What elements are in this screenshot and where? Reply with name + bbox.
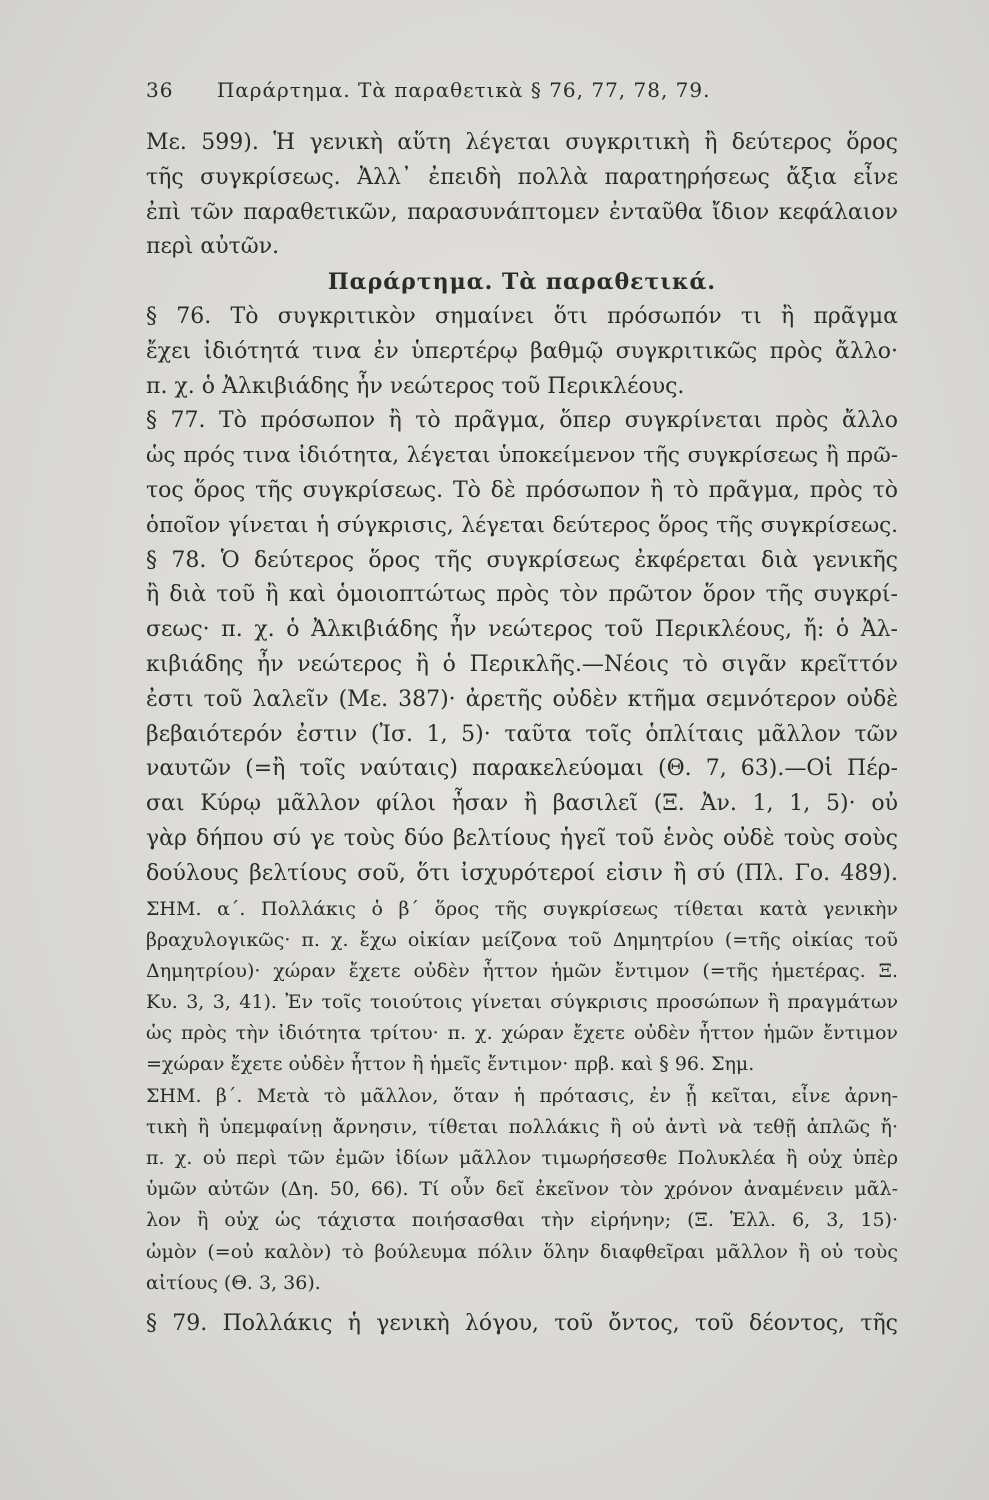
note-line: π. χ. οὐ περὶ τῶν ἐμῶν ἰδίων μᾶλλον τιμωρήσεσθε Πολυκλέα ἢ οὐχ ὑπὲρ — [146, 1147, 898, 1170]
notes — [146, 894, 898, 1299]
text-line: τῆς συγκρίσεως. Ἀλλ᾽ ἐπειδὴ πολλὰ παρατηρήσεως ἄξια εἶνε — [146, 164, 898, 190]
note-line: =χώραν ἔχετε οὐδὲν ἧττον ἢ ἡμεῖς ἔντιμον· πρβ. καὶ § 96. Σημ. — [146, 1053, 755, 1076]
note-line: τικὴ ἢ ὑπεμφαίνῃ ἄρνησιν, τίθεται πολλάκις ἢ οὐ ἀντὶ νὰ τεθῇ ἁπλῶς ἤ· — [146, 1115, 898, 1138]
note-line: λον ἢ οὐχ ὡς τάχιστα ποιήσασθαι τὴν εἰρήνην; (Ξ. Ἑλλ. 6, 3, 15)· — [146, 1209, 898, 1232]
text-line: § 76. Τὸ συγκριτικὸν σημαίνει ὅτι πρόσωπόν τι ἢ πρᾶγμα — [146, 303, 898, 329]
note-line: ὠμὸν (=οὐ καλὸν) τὸ βούλευμα πόλιν ὅλην διαφθεῖραι μᾶλλον ἢ οὐ τοὺς — [146, 1240, 898, 1263]
intro-paragraph — [146, 126, 898, 265]
text-line: περὶ αὐτῶν. — [146, 234, 280, 260]
text-line: γὰρ δήπου σύ γε τοὺς δύο βελτίους ἡγεῖ τοῦ ἑνὸς οὐδὲ τοὺς σοὺς — [146, 825, 898, 851]
note-line: ΣΗΜ. β΄. Μετὰ τὸ μᾶλλον, ὅταν ἡ πρότασις, ἐν ᾗ κεῖται, εἶνε ἀρνη- — [146, 1084, 898, 1107]
main-paragraphs — [146, 300, 898, 892]
note-line: βραχυλογικῶς· π. χ. ἔχω οἰκίαν μείζονα τοῦ Δημητρίου (=τῆς οἰκίας τοῦ — [146, 928, 898, 951]
running-header — [146, 78, 906, 102]
note-line: ΣΗΜ. α΄. Πολλάκις ὁ β΄ ὅρος τῆς συγκρίσεως τίθεται κατὰ γενικὴν — [146, 897, 898, 920]
text-line: ὡς πρός τινα ἰδιότητα, λέγεται ὑποκείμενον τῆς συγκρίσεως ἢ πρῶ- — [146, 443, 898, 469]
text-line: Με. 599). Ἡ γενικὴ αὕτη λέγεται συγκριτικὴ ἢ δεύτερος ὅρος — [146, 130, 898, 155]
note-line: Κυ. 3, 3, 41). Ἐν τοῖς τοιούτοις γίνεται σύγκρισις προσώπων ἢ πραγμάτων — [146, 991, 898, 1014]
running-title: Παράρτημα. Τὰ παραθετικὰ § 76, 77, 78, 79. — [216, 78, 711, 102]
note-line: Δημητρίου)· χώραν ἔχετε οὐδὲν ἧττον ἡμῶν ἔντιμον (=τῆς ἡμετέρας. Ξ. — [146, 959, 898, 982]
note-line: ὑμῶν αὐτῶν (Δη. 50, 66). Τί οὖν δεῖ ἐκεῖνον τὸν χρόνον ἀναμένειν μᾶλ- — [146, 1178, 898, 1201]
text-line: κιβιάδης ἦν νεώτερος ἢ ὁ Περικλῆς.—Νέοις τὸ σιγᾶν κρεῖττόν — [146, 651, 898, 677]
text-line: ναυτῶν (=ἢ τοῖς ναύταις) παρακελεύομαι (Θ. 7, 63).—Οἱ Πέρ- — [146, 756, 898, 782]
text-line: ἐπὶ τῶν παραθετικῶν, παρασυνάπτομεν ἐνταῦθα ἴδιον κεφάλαιον — [146, 199, 898, 225]
text-line: βεβαιότερόν ἐστιν (Ἰσ. 1, 5)· ταῦτα τοῖς ὁπλίταις μᾶλλον τῶν — [146, 721, 898, 747]
text-line: π. χ. ὁ Ἀλκιβιάδης ἦν νεώτερος τοῦ Περικλέους. — [146, 373, 685, 399]
text-line: § 77. Τὸ πρόσωπον ἢ τὸ πρᾶγμα, ὅπερ συγκρίνεται πρὸς ἄλλο — [146, 408, 898, 434]
text-line: ἢ διὰ τοῦ ἢ καὶ ὁμοιοπτώτως πρὸς τὸν πρῶτον ὅρον τῆς συγκρί- — [146, 582, 898, 608]
section-heading: Παράρτημα. Τὰ παραθετικά. — [327, 269, 717, 296]
page-number: 36 — [146, 78, 174, 102]
text-line: δούλους βελτίους σοῦ, ὅτι ἰσχυρότεροί εἰσιν ἢ σύ (Πλ. Γο. 489). — [146, 860, 898, 886]
text-line: ὁποῖον γίνεται ἡ σύγκρισις, λέγεται δεύτερος ὅρος τῆς συγκρίσεως. — [146, 512, 898, 538]
body-text — [146, 126, 898, 1342]
text-line: § 78. Ὁ δεύτερος ὅρος τῆς συγκρίσεως ἐκφέρεται διὰ γενικῆς — [146, 547, 898, 573]
note-line: ὡς πρὸς τὴν ἰδιότητα τρίτου· π. χ. χώραν ἔχετε οὐδὲν ἧττον ἡμῶν ἔντιμον — [146, 1022, 898, 1045]
text-line: ἔχει ἰδιότητά τινα ἐν ὑπερτέρῳ βαθμῷ συγκριτικῶς πρὸς ἄλλο· — [146, 338, 898, 364]
text-line: σαι Κύρῳ μᾶλλον φίλοι ἦσαν ἢ βασιλεῖ (Ξ. Ἀν. 1, 1, 5)· οὐ — [146, 791, 898, 817]
text-line: σεως· π. χ. ὁ Ἀλκιβιάδης ἦν νεώτερος τοῦ Περικλέους, ἤ: ὁ Ἀλ- — [146, 617, 898, 643]
final-paragraph — [146, 1307, 898, 1342]
text-line: ἐστι τοῦ λαλεῖν (Με. 387)· ἀρετῆς οὐδὲν κτῆμα σεμνότερον οὐδὲ — [146, 686, 898, 712]
note-line: αἰτίους (Θ. 3, 36). — [146, 1271, 321, 1294]
text-line: τος ὅρος τῆς συγκρίσεως. Τὸ δὲ πρόσωπον ἢ τὸ πρᾶγμα, πρὸς τὸ — [146, 477, 898, 503]
text-line: § 79. Πολλάκις ἡ γενικὴ λόγου, τοῦ ὄντος, τοῦ δέοντος, τῆς — [146, 1310, 898, 1336]
